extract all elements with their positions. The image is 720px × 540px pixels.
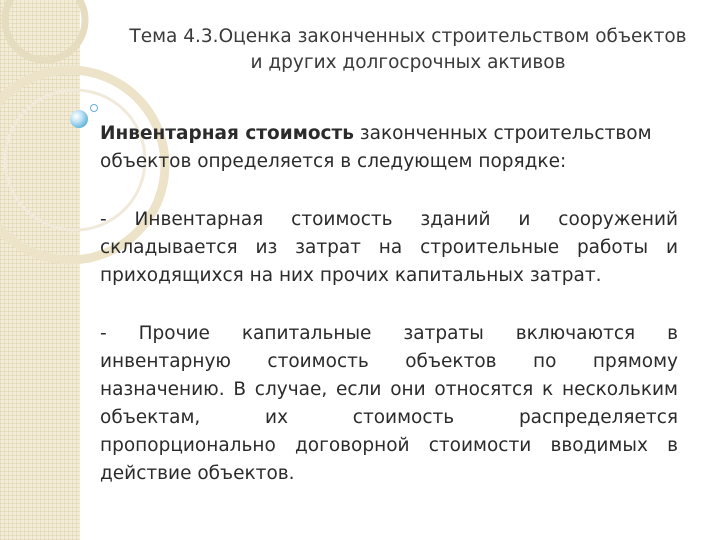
- title-line-1: Тема 4.3.Оценка законченных строительством объектов: [129, 26, 687, 47]
- paragraph-other-costs: - Прочие капитальные затраты включаются в инвентарную стоимость объектов по прямому назначению. В случае, если они относятся к нескольким объектам, их стоимость распределяется пропорционально договорной стоимости вводимых в действие объектов.: [100, 323, 678, 484]
- bullet-sphere-icon: [70, 110, 88, 128]
- intro-paragraph: [100, 120, 678, 176]
- intro-rest-text: законченных строительством объектов определяется в следующем порядке:: [100, 123, 652, 172]
- bullet-small-circle-icon: [90, 104, 98, 112]
- slide-title: [118, 24, 698, 76]
- intro-bold-term: Инвентарная стоимость: [100, 123, 354, 144]
- paragraph-buildings: - Инвентарная стоимость зданий и сооружений складывается из затрат на строительные работы и приходящихся на них прочих капитальных затрат.: [100, 209, 678, 286]
- title-line-2: и других долгосрочных активов: [250, 52, 566, 73]
